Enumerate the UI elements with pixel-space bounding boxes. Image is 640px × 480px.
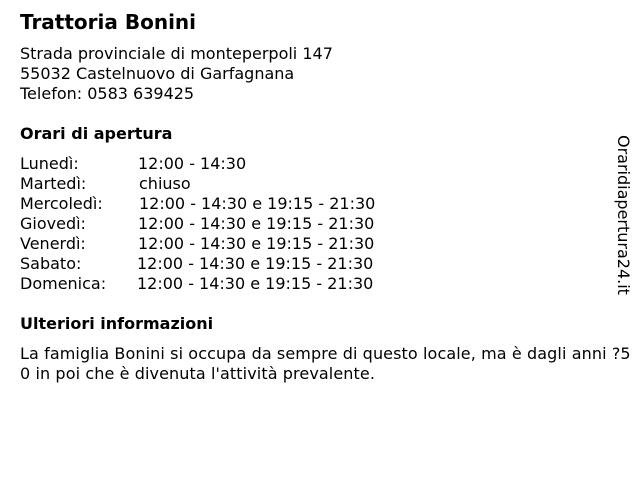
- time-value: chiuso: [139, 174, 191, 193]
- address-street: Strada provinciale di monteperpoli 147: [20, 44, 333, 63]
- day-label: Giovedì:: [20, 214, 86, 233]
- phone-number: Telefon: 0583 639425: [20, 84, 195, 103]
- additional-info-text: La famiglia Bonini si occupa da sempre di questo locale, ma è dagli anni ?50 in poi che è divenuta l'attività prevalente.: [20, 344, 631, 383]
- restaurant-name: Trattoria Bonini: [20, 10, 197, 34]
- time-value: 12:00 - 14:30 e 19:15 - 21:30: [138, 234, 375, 253]
- day-label: Venerdì:: [20, 234, 86, 253]
- site-watermark: Oraridiapertura24.it: [614, 135, 633, 295]
- time-value: 12:00 - 14:30 e 19:15 - 21:30: [138, 214, 375, 233]
- time-value: 12:00 - 14:30: [138, 154, 247, 173]
- address-city: 55032 Castelnuovo di Garfagnana: [20, 64, 295, 83]
- day-label: Martedì:: [20, 174, 87, 193]
- day-label: Lunedì:: [20, 154, 79, 173]
- day-label: Sabato:: [20, 254, 82, 273]
- additional-info-heading: Ulteriori informazioni: [20, 314, 214, 333]
- day-label: Domenica:: [20, 274, 107, 293]
- address-block: [20, 44, 333, 104]
- day-label: Mercoledì:: [20, 194, 103, 213]
- time-value: 12:00 - 14:30 e 19:15 - 21:30: [137, 274, 374, 293]
- opening-hours-heading: Orari di apertura: [20, 124, 173, 143]
- time-value: 12:00 - 14:30 e 19:15 - 21:30: [137, 254, 374, 273]
- time-value: 12:00 - 14:30 e 19:15 - 21:30: [139, 194, 376, 213]
